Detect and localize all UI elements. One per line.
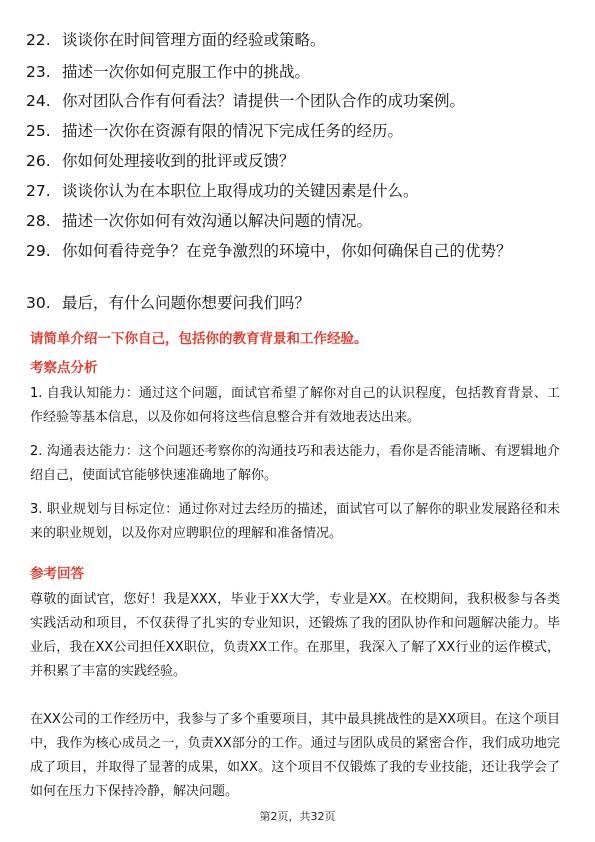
question-text: 你如何处理接收到的批评或反馈？ xyxy=(62,152,295,170)
question-item xyxy=(26,89,566,114)
question-item xyxy=(26,239,541,264)
question-item xyxy=(26,209,566,234)
question-text: 描述一次你如何有效沟通以解决问题的情况。 xyxy=(62,212,373,230)
question-item xyxy=(26,291,566,316)
question-text: 谈谈你认为在本职位上取得成功的关键因素是什么。 xyxy=(62,182,419,200)
question-text: 描述一次你在资源有限的情况下完成任务的经历。 xyxy=(62,122,404,140)
answer-paragraph: 尊敬的面试官，您好！我是XXX，毕业于XX大学，专业是XX。在校期间，我积极参与各类实践活动和项目，不仅获得了扎实的专业知识，还锻炼了我的团队协作和问题解决能力。毕业后，我在XX公司担任XX职位，负责XX工作。在那里，我深入了解了XX行业的运作模式，并积累了丰富的实践经验。 xyxy=(30,592,560,679)
question-text: 你如何看待竞争？在竞争激烈的环境中，你如何确保自己的优势？ xyxy=(62,242,512,260)
answer-title: 参考回答 xyxy=(30,566,84,582)
analysis-point: 3. 职业规划与目标定位：通过你对过去经历的描述，面试官可以了解你的职业发展路径和未来的职业规划，以及你对应聘职位的理解和准备情况。 xyxy=(30,502,560,541)
question-text: 最后，有什么问题你想要问我们吗？ xyxy=(62,294,311,312)
question-number: 30. xyxy=(26,294,51,312)
answer-paragraph: 在XX公司的工作经历中，我参与了多个重要项目，其中最具挑战性的是XX项目。在这个项目中，我作为核心成员之一，负责XX部分的工作。通过与团队成员的紧密合作，我们成功地完成了项目，并取得了显著的成果，如XX。这个项目不仅锻炼了我的专业技能，还让我学会了如何在压力下保持冷静，解决问题。 xyxy=(30,712,560,799)
page-footer: 第2页，共32页 xyxy=(259,810,336,823)
question-text: 描述一次你如何克服工作中的挑战。 xyxy=(62,63,311,81)
question-number: 22. xyxy=(26,31,51,49)
question-text: 谈谈你在时间管理方面的经验或策略。 xyxy=(62,31,326,49)
question-number: 24. xyxy=(26,92,51,110)
question-text: 你对团队合作有何看法？请提供一个团队合作的成功案例。 xyxy=(62,92,466,110)
question-number: 28. xyxy=(26,212,51,230)
question-number: 29. xyxy=(26,242,51,260)
analysis-point: 1. 自我认知能力：通过这个问题，面试官希望了解你对自己的认识程度，包括教育背景、工作经验等基本信息，以及你如何将这些信息整合并有效地表达出来。 xyxy=(30,386,560,425)
question-number: 23. xyxy=(26,63,51,81)
analysis-point: 2. 沟通表达能力：这个问题还考察你的沟通技巧和表达能力，看你是否能清晰、有逻辑地介绍自己，使面试官能够快速准确地了解你。 xyxy=(30,444,560,483)
question-number: 25. xyxy=(26,122,51,140)
question-item xyxy=(26,149,566,174)
question-item xyxy=(26,60,566,85)
question-number: 27. xyxy=(26,182,51,200)
analysis-title: 考察点分析 xyxy=(30,360,98,376)
question-number: 26. xyxy=(26,152,51,170)
question-item xyxy=(26,119,566,144)
question-item xyxy=(26,179,566,204)
highlight-question: 请简单介绍一下你自己，包括你的教育背景和工作经验。 xyxy=(30,331,368,347)
question-item xyxy=(26,28,566,53)
